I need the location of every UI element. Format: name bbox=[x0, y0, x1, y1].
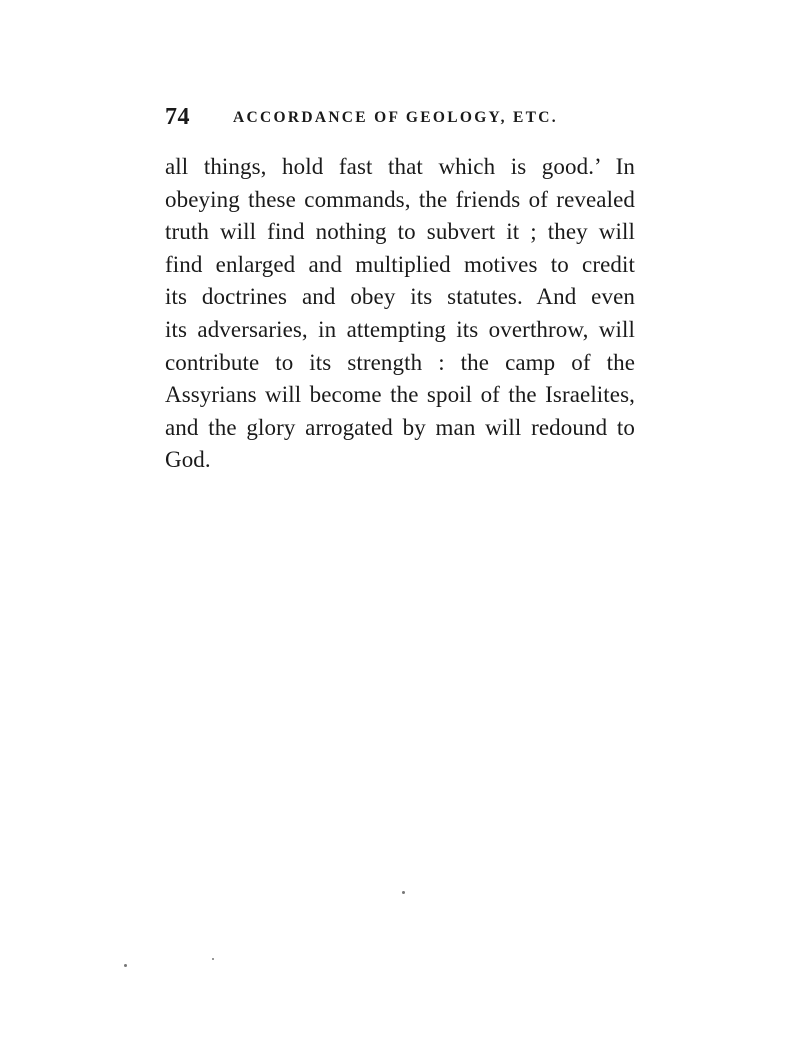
paper-speck bbox=[124, 964, 127, 967]
running-head bbox=[165, 103, 635, 133]
text-line: Assyrians will become the spoil of the Israelites, bbox=[165, 382, 635, 408]
text-line: its doctrines and obey its statutes. And even bbox=[165, 284, 635, 310]
running-title: ACCORDANCE OF GEOLOGY, ETC. bbox=[233, 109, 558, 126]
body-text bbox=[165, 151, 635, 477]
text-line: its adversaries, in attempting its overthrow, will bbox=[165, 316, 635, 342]
text-line: God. bbox=[165, 447, 211, 473]
text-line: and the glory arrogated by man will redound to bbox=[165, 414, 635, 440]
text-line: truth will find nothing to subvert it ; they will bbox=[165, 219, 635, 245]
text-line: obeying these commands, the friends of revealed bbox=[165, 186, 635, 212]
paper-speck bbox=[402, 891, 405, 894]
text-line: all things, hold fast that which is good.’ In bbox=[165, 154, 635, 179]
paper-speck bbox=[212, 958, 214, 960]
text-line: find enlarged and multiplied motives to credit bbox=[165, 251, 635, 277]
text-line: contribute to its strength : the camp of the bbox=[165, 349, 635, 375]
page-number: 74 bbox=[165, 104, 190, 130]
